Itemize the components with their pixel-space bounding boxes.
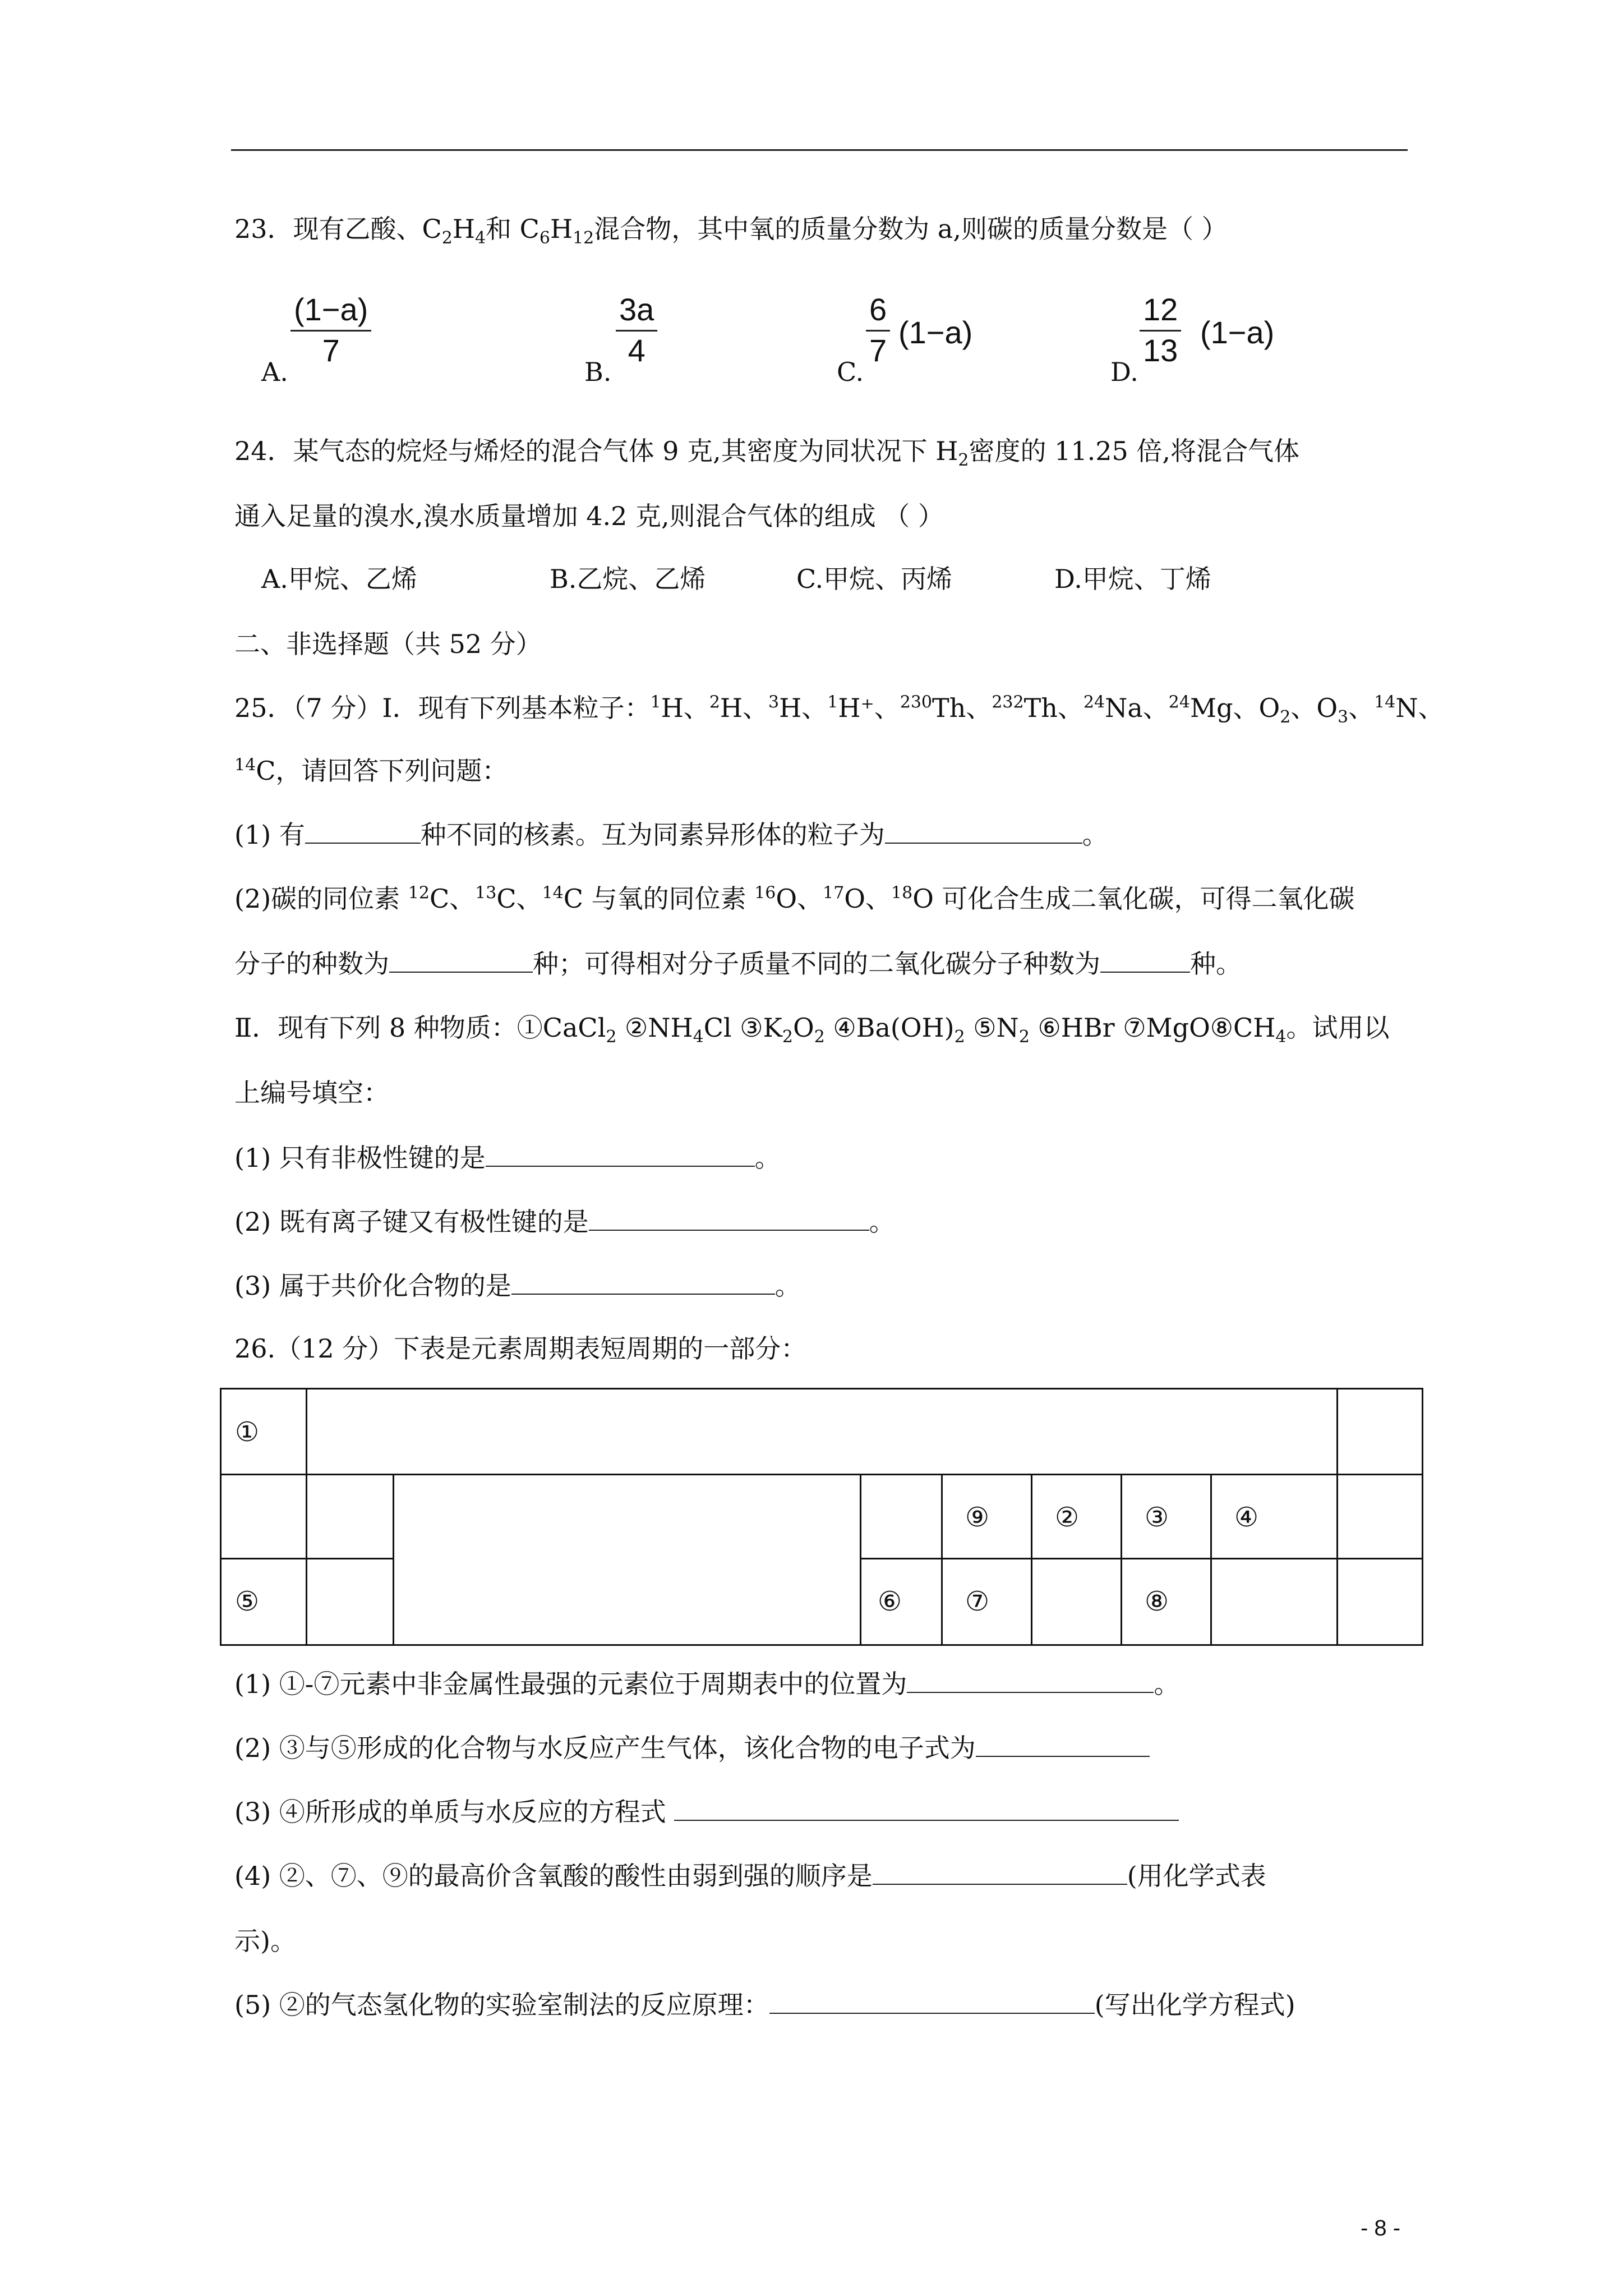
fraction-tail: (1−a) <box>898 315 973 350</box>
header-rule <box>231 149 1408 151</box>
option-letter: B. <box>584 357 612 387</box>
table-cell-8: ⑧ <box>1145 1586 1169 1617</box>
answer-blank[interactable] <box>589 1207 869 1231</box>
answer-blank[interactable] <box>873 1861 1127 1885</box>
q24-option-a[interactable]: A.甲烷、乙烯 <box>261 564 417 594</box>
q26-sub-2: (2) ③与⑤形成的化合物与水反应产生气体，该化合物的电子式为 <box>234 1731 1150 1765</box>
answer-blank[interactable] <box>976 1733 1150 1757</box>
q23-option-d[interactable] <box>1110 292 1346 387</box>
q26-sub-5: (5) ②的气态氢化物的实验室制法的反应原理： (写出化学方程式) <box>234 1990 1295 2020</box>
table-cell-5: ⑤ <box>235 1586 260 1617</box>
answer-blank[interactable] <box>674 1797 1179 1821</box>
fraction: $\frac{3a}{4}$ <box>616 292 657 369</box>
question-24-line-1: 24．某气态的烷烃与烯烃的混合气体 9 克,其密度为同状况下 $H_2$密度的 11.25 倍,将混合气体 <box>234 436 1300 471</box>
q26-sub-4: (4) ②、⑦、⑨的最高价含氧酸的酸性由弱到强的顺序是 (用化学式表 <box>234 1861 1266 1891</box>
q25-part-1: (1) 有 种不同的核素。互为同素异形体的粒子为 。 <box>234 820 1108 850</box>
q25-part-2: (2)碳的同位素 $^{12}$C、$^{13}$C、$^{14}$C 与氧的同位素 $^{16}$O、$^{17}$O、$^{18}$O 可化合生成二氧化碳，可得二氧化碳 <box>234 883 1355 914</box>
fraction: $\frac{6}{7}$ <box>866 292 890 369</box>
q25-sub-2: (2) 既有离子键又有极性键的是 。 <box>234 1207 895 1237</box>
answer-blank[interactable] <box>1100 949 1190 973</box>
q23-option-c[interactable] <box>837 292 1061 387</box>
answer-blank[interactable] <box>486 1143 755 1167</box>
q26-sub-4-cont: 示)。 <box>234 1926 296 1956</box>
question-24-line-2: 通入足量的溴水,溴水质量增加 4.2 克,则混合气体的组成 （ ） <box>234 501 944 531</box>
answer-blank[interactable] <box>305 820 421 844</box>
answer-blank[interactable] <box>907 1669 1154 1693</box>
q24-option-d[interactable]: D.甲烷、丁烯 <box>1054 564 1211 594</box>
q25-part-ii: Ⅱ．现有下列 8 种物质：①CaCl$_2$ $②NH_4Cl$ $③K_2O_2$ $④Ba(OH)_2$ $⑤N_2$ ⑥HBr $⑦MgO⑧CH_4$。试用以 <box>234 1013 1390 1047</box>
section-2-heading: 二、非选择题（共 52 分） <box>234 629 542 659</box>
answer-blank[interactable] <box>511 1271 775 1295</box>
option-letter: C. <box>837 357 864 387</box>
q25-part-ii-cont: 上编号填空： <box>234 1078 389 1108</box>
q25-sub-3: (3) 属于共价化合物的是 。 <box>234 1271 801 1301</box>
table-cell-6: ⑥ <box>878 1586 902 1617</box>
q24-option-c[interactable]: C.甲烷、丙烯 <box>796 564 953 594</box>
answer-blank[interactable] <box>769 1990 1095 2014</box>
fraction-tail: (1−a) <box>1200 315 1275 350</box>
q23-option-a[interactable] <box>261 292 430 387</box>
question-23-stem: 23．现有乙酸、$C_2H_4$和 $C_6H_{12}$混合物，其中氧的质量分数为 a,则碳的质量分数是（ ） <box>234 214 1228 249</box>
q25-sub-1: (1) 只有非极性键的是 。 <box>234 1143 781 1173</box>
q23-option-b[interactable] <box>584 292 753 387</box>
q24-option-b[interactable]: B.乙烷、乙烯 <box>550 564 706 594</box>
question-25-intro: 25．（7 分）Ⅰ．现有下列基本粒子：$^1$H、$^2$H、$^3$H、$^1$H⁺、$^{230}$Th、$^{232}$Th、$^{24}$Na、$^{24}$Mg、$O_2$、$O_3$、$^{14}$N、 <box>234 692 1444 728</box>
question-26-title: 26.（12 分）下表是元素周期表短周期的一部分： <box>234 1333 807 1364</box>
answer-blank[interactable] <box>885 820 1082 844</box>
answer-blank[interactable] <box>389 949 533 973</box>
fraction: $\frac{12}{13}$ <box>1140 292 1181 369</box>
table-cell-7: ⑦ <box>965 1586 990 1617</box>
option-letter: D. <box>1110 357 1138 387</box>
page-number: - 8 - <box>1361 2216 1401 2240</box>
table-cell-3: ③ <box>1145 1502 1169 1533</box>
q26-sub-3: (3) ④所形成的单质与水反应的方程式 <box>234 1795 1179 1829</box>
question-25-intro-cont: $^{14}$C，请回答下列问题： <box>234 755 508 786</box>
fraction: $\frac{(1-a)}{7}$ <box>291 292 371 369</box>
table-cell-1: ① <box>235 1416 260 1448</box>
q25-part-2-cont: 分子的种数为 种；可得相对分子质量不同的二氧化碳分子种数为 种。 <box>234 949 1242 979</box>
q26-sub-1: (1) ①-⑦元素中非金属性最强的元素位于周期表中的位置为 。 <box>234 1669 1180 1699</box>
option-letter: A. <box>261 357 288 387</box>
table-cell-4: ④ <box>1234 1502 1259 1533</box>
table-cell-2: ② <box>1055 1502 1080 1533</box>
table-cell-9: ⑨ <box>965 1502 990 1533</box>
periodic-table-excerpt <box>220 1388 1423 1646</box>
